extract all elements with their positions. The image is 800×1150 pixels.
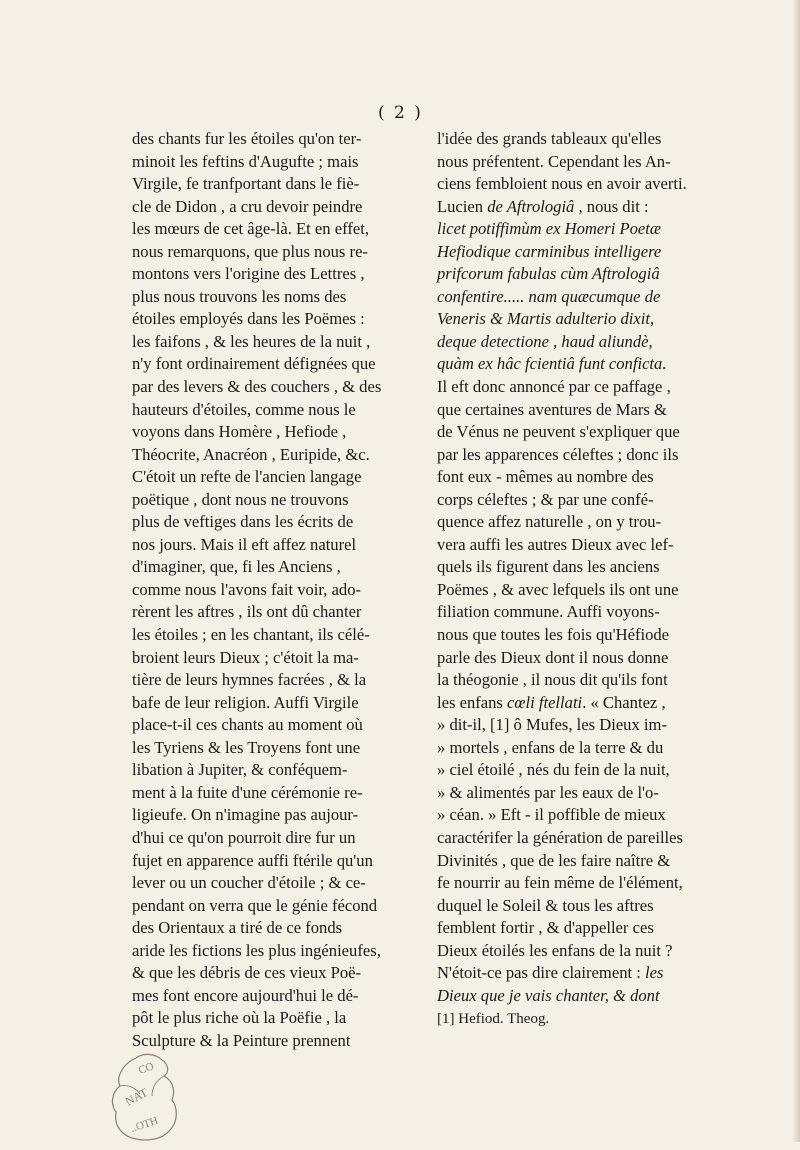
text-segment: ciens fembloient nous en avoir averti.	[437, 174, 687, 194]
text-line: poëtique , dont nous ne trouvons	[132, 489, 349, 509]
text-segment: la théogonie , il nous dit qu'ils font	[437, 670, 668, 690]
text-line	[437, 511, 753, 534]
text-line	[437, 308, 753, 331]
text-line	[437, 692, 753, 715]
text-line: pôt le plus riche où la Poëfie , la	[132, 1008, 347, 1028]
text-line	[437, 782, 753, 805]
text-line	[437, 241, 753, 264]
text-segment: » céan. » Eft - il poffible de mieux	[437, 805, 666, 825]
text-segment: » & alimentés par les eaux de l'o-	[437, 782, 659, 802]
text-line: d'hui ce qu'on pourroit dire fur un	[132, 827, 356, 847]
text-segment: Il eft donc annoncé par ce paffage ,	[437, 377, 671, 397]
text-line: voyons dans Homère , Hefiode ,	[132, 422, 347, 442]
text-line: C'étoit un refte de l'ancien langage	[132, 467, 362, 487]
text-line: comme nous l'avons fait voir, ado-	[132, 579, 362, 599]
text-line	[437, 850, 753, 873]
text-line	[437, 466, 753, 489]
text-line	[437, 444, 753, 467]
text-line: mes font encore aujourd'hui le dé-	[132, 985, 359, 1005]
italic-segment: les	[645, 963, 664, 983]
text-line	[437, 579, 753, 602]
text-line	[437, 917, 753, 940]
text-line: bafe de leur religion. Auffi Virgile	[132, 692, 359, 712]
footnote: [1] Hefiod. Theog.	[437, 1011, 550, 1027]
italic-segment: Dieux que je vais chanter, & dont	[437, 985, 660, 1005]
text-segment: femblent fortir , & d'appeller ces	[437, 918, 654, 938]
text-line: étoiles employés dans les Poëmes :	[132, 309, 365, 329]
svg-text:CO: CO	[136, 1060, 156, 1077]
text-segment: filiation commune. Auffi voyons-	[437, 602, 660, 622]
italic-segment: quàm ex hâc fcientiâ funt conficta.	[437, 354, 667, 374]
text-line: les étoiles ; en les chantant, ils célé-	[132, 625, 370, 645]
italic-segment: licet potiffimùm ex Homeri Poetæ	[437, 219, 661, 239]
text-line: par des levers & des couchers , & des	[132, 377, 382, 397]
text-segment: , nous dit :	[574, 196, 649, 216]
text-line: ligieufe. On n'imagine pas aujour-	[132, 805, 359, 825]
text-segment: nous préfentent. Cependant les An-	[437, 151, 671, 171]
text-line: Sculpture & la Peinture prennent	[132, 1030, 351, 1050]
text-line: ment à la fuite d'une cérémonie re-	[132, 782, 363, 802]
text-line: Virgile, fe tranfportant dans le fiè-	[132, 174, 360, 194]
text-segment: l'idée des grands tableaux qu'elles	[437, 129, 662, 148]
text-line: aride les fictions les plus ingénieufes,	[132, 940, 381, 960]
text-line	[437, 263, 753, 286]
text-line	[437, 196, 753, 219]
italic-segment: Veneris & Martis adulterio dixit,	[437, 309, 655, 329]
italic-segment: de Aftrologiâ	[487, 196, 575, 216]
text-segment: corps céleftes ; & par une confé-	[437, 489, 654, 509]
text-line	[437, 962, 753, 985]
text-segment: » dit-il, [1] ô Mufes, les Dieux im-	[437, 715, 667, 735]
text-line	[437, 737, 753, 760]
text-segment: Lucien	[437, 196, 488, 216]
library-stamp	[106, 1050, 184, 1146]
text-line: pendant on verra que le génie fécond	[132, 895, 378, 915]
text-segment: parle des Dieux dont il nous donne	[437, 647, 669, 667]
text-line	[437, 624, 753, 647]
italic-segment: prifcorum fabulas cùm Aftrologiâ	[437, 264, 660, 284]
text-line: minoit les feftins d'Augufte ; mais	[132, 151, 359, 171]
text-segment: duquel le Soleil & tous les aftres	[437, 895, 654, 915]
svg-text:NAT: NAT	[122, 1085, 151, 1109]
page-edge-shadow	[792, 0, 800, 1142]
text-line: les mœurs de cet âge-là. Et en effet,	[132, 219, 369, 239]
right-column	[437, 128, 753, 1007]
text-line: libation à Jupiter, & conféquem-	[132, 760, 348, 780]
text-line: nos jours. Mais il eft affez naturel	[132, 534, 357, 554]
text-segment: Dieux étoilés les enfans de la nuit ?	[437, 940, 673, 960]
text-segment: fe nourrir au fein même de l'élément,	[437, 873, 683, 893]
text-line: d'imaginer, que, fi les Anciens ,	[132, 557, 341, 577]
text-line	[437, 872, 753, 895]
text-line	[437, 647, 753, 670]
text-line	[437, 895, 753, 918]
text-line	[437, 376, 753, 399]
left-column	[132, 128, 432, 1052]
text-segment: N'étoit-ce pas dire clairement :	[437, 963, 646, 983]
text-line	[437, 128, 753, 151]
italic-segment: cœli ftellati	[507, 692, 583, 712]
text-line	[437, 534, 753, 557]
italic-segment: Hefiodique carminibus intelligere	[437, 241, 662, 261]
text-segment: de Vénus ne peuvent s'expliquer que	[437, 422, 680, 442]
italic-segment: confentire..... nam quæcumque de	[437, 286, 661, 306]
text-line	[437, 827, 753, 850]
text-line: Théocrite, Anacréon , Euripide, &c.	[132, 444, 370, 464]
text-line: lever ou un coucher d'étoile ; & ce-	[132, 873, 366, 893]
page-number: ( 2 )	[378, 103, 423, 123]
text-line	[437, 714, 753, 737]
text-segment: que certaines aventures de Mars &	[437, 399, 667, 419]
text-line	[437, 985, 753, 1008]
text-segment: Poëmes , & avec lefquels ils ont une	[437, 579, 679, 599]
text-line	[437, 601, 753, 624]
text-line: broient leurs Dieux ; c'étoit la ma-	[132, 647, 359, 667]
text-line: les Tyriens & les Troyens font une	[132, 737, 361, 757]
text-line: rèrent les aftres , ils ont dû chanter	[132, 602, 362, 622]
italic-segment: deque detectione , haud aliundè,	[437, 331, 653, 351]
text-segment: » mortels , enfans de la terre & du	[437, 737, 664, 757]
text-segment: les enfans	[437, 692, 508, 712]
text-line	[437, 556, 753, 579]
text-line	[437, 489, 753, 512]
text-line	[437, 151, 753, 174]
text-segment: Divinités , que de les faire naître &	[437, 850, 671, 870]
text-line	[437, 759, 753, 782]
text-line	[437, 421, 753, 444]
text-line: place-t-il ces chants au moment où	[132, 715, 363, 735]
text-line: plus de veftiges dans les écrits de	[132, 512, 354, 532]
text-segment: caractérifer la génération de pareilles	[437, 827, 683, 847]
text-line: des chants fur les étoiles qu'on ter-	[132, 129, 362, 148]
text-segment: nous que toutes les fois qu'Héfiode	[437, 625, 670, 645]
text-line	[437, 173, 753, 196]
text-segment: quence affez naturelle , on y trou-	[437, 512, 662, 532]
text-line: hauteurs d'étoiles, comme nous le	[132, 399, 356, 419]
text-segment: font eux - mêmes au nombre des	[437, 467, 654, 487]
text-line	[437, 353, 753, 376]
text-segment: quels ils figurent dans les anciens	[437, 557, 660, 577]
text-line: plus nous trouvons les noms des	[132, 286, 347, 306]
library-stamp-icon	[106, 1050, 184, 1146]
text-line: & que les débris de ces vieux Poë-	[132, 963, 362, 983]
text-line: cle de Didon , a cru devoir peindre	[132, 196, 363, 216]
text-segment: par les apparences céleftes ; donc ils	[437, 444, 679, 464]
svg-text:..OTH: ..OTH	[129, 1114, 160, 1135]
text-line	[437, 399, 753, 422]
text-line	[437, 804, 753, 827]
text-line: les faifons , & les heures de la nuit ,	[132, 331, 371, 351]
text-line: fujet en apparence auffi ftérile qu'un	[132, 850, 373, 870]
text-line	[437, 218, 753, 241]
text-line: montons vers l'origine des Lettres ,	[132, 264, 365, 284]
text-segment: . « Chantez ,	[582, 692, 666, 712]
text-segment: vera auffi les autres Dieux avec lef-	[437, 534, 674, 554]
text-line	[437, 286, 753, 309]
text-line: des Orientaux a tiré de ce fonds	[132, 918, 343, 938]
text-line	[437, 331, 753, 354]
text-segment: » ciel étoilé , nés du fein de la nuit,	[437, 760, 670, 780]
text-line	[437, 940, 753, 963]
text-line: n'y font ordinairement défignées que	[132, 354, 376, 374]
text-line: nous remarquons, que plus nous re-	[132, 241, 368, 261]
text-line	[437, 669, 753, 692]
text-line: tière de leurs hymnes facrées , & la	[132, 670, 367, 690]
